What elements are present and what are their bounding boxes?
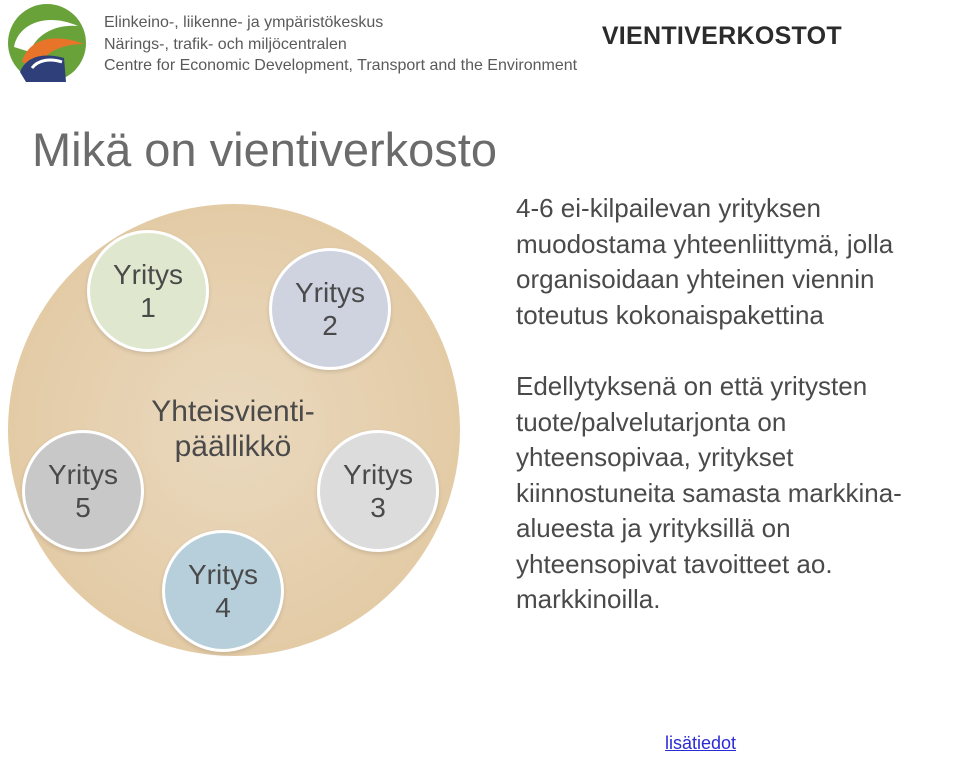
company-node-1 [87, 230, 209, 352]
requirements-line: alueesta ja yrityksillä on [516, 513, 791, 543]
page-title: Mikä on vientiverkosto [32, 123, 497, 176]
company-node-label: Yritys [48, 459, 118, 490]
company-node-number: 5 [75, 492, 91, 523]
company-node-label: Yritys [113, 259, 183, 290]
requirements-line: tuote/palvelutarjonta on [516, 406, 787, 437]
org-name-finnish: Elinkeino-, liikenne- ja ympäristökeskus [104, 14, 384, 31]
ely-logo [6, 2, 88, 84]
company-node-number: 2 [322, 310, 338, 341]
org-name-swedish: Närings-, trafik- och miljöcentralen [104, 35, 347, 53]
requirements-line: Edellytyksenä on että yritysten [516, 371, 868, 401]
requirements-line: yhteensopivaa, yritykset [516, 442, 794, 472]
organization-name [104, 12, 577, 77]
more-info-link[interactable]: lisätiedot [665, 733, 737, 753]
definition-line: muodostama yhteenliittymä, jolla [516, 228, 894, 259]
company-node-5 [22, 430, 144, 552]
company-node-label: Yritys [295, 277, 365, 308]
requirements-line: markkinoilla. [516, 584, 661, 614]
company-node-4 [162, 530, 284, 652]
center-role-line: päällikkö [174, 430, 292, 463]
definition-line: 4-6 ei-kilpailevan yrityksen [516, 193, 821, 223]
section-title: VIENTIVERKOSTOT [601, 22, 842, 50]
definition-text [516, 191, 893, 333]
definition-line: toteutus kokonaispakettina [516, 299, 824, 330]
company-node-number: 4 [215, 592, 231, 623]
company-node-number: 3 [370, 492, 386, 523]
company-node-label: Yritys [343, 459, 413, 490]
company-node-number: 1 [140, 292, 156, 323]
requirements-text [516, 369, 902, 618]
requirements-line: yhteensopivat tavoitteet ao. [516, 548, 833, 579]
requirements-line: kiinnostuneita samasta markkina- [516, 477, 902, 508]
company-node-2 [269, 248, 391, 370]
network-diagram [0, 200, 480, 660]
center-role-label [128, 394, 338, 464]
org-name-english: Centre for Economic Development, Transport and the Environment [104, 57, 578, 74]
definition-line: organisoidaan yhteinen viennin [516, 264, 875, 294]
company-node-label: Yritys [188, 559, 258, 590]
center-role-line: Yhteisvienti- [151, 395, 315, 428]
